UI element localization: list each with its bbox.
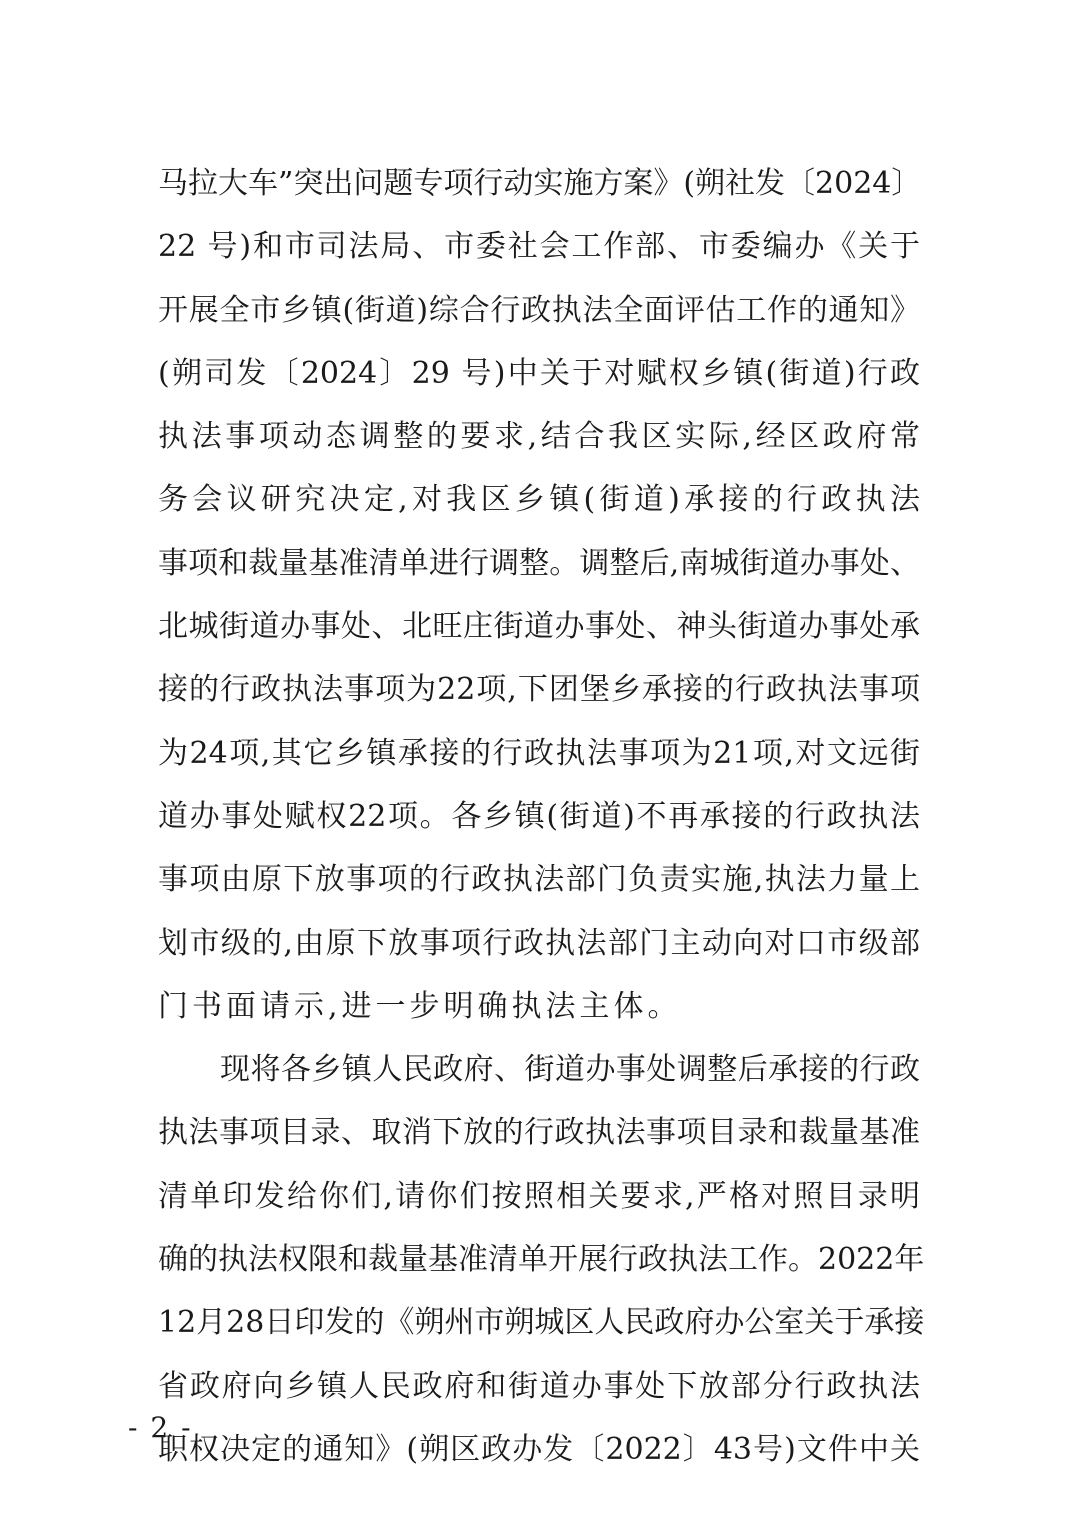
text-line: 为24项,其它乡镇承接的行政执法事项为21项,对文远街 <box>158 735 920 771</box>
text-line: 12月28日印发的《朔州市朔城区人民政府办公室关于承接 <box>158 1305 925 1341</box>
document-body <box>158 152 925 1481</box>
text-line: 职权决定的通知》(朔区政办发〔2022〕43号)文件中关 <box>158 1431 920 1467</box>
text-line: 道办事处赋权22项。各乡镇(街道)不再承接的行政执法 <box>158 798 920 834</box>
text-line: 现将各乡镇人民政府、街道办事处调整后承接的行政 <box>220 1052 920 1088</box>
text-line: (朔司发〔2024〕29 号)中关于对赋权乡镇(街道)行政 <box>158 355 920 391</box>
text-line: 北城街道办事处、北旺庄街道办事处、神头街道办事处承 <box>158 609 920 645</box>
text-line: 务会议研究决定,对我区乡镇(街道)承接的行政执法 <box>158 482 920 518</box>
text-line: 确的执法权限和裁量基准清单开展行政执法工作。2022年 <box>158 1242 925 1278</box>
text-line: 22 号)和市司法局、市委社会工作部、市委编办《关于 <box>158 229 920 265</box>
text-line: 开展全市乡镇(街道)综合行政执法全面评估工作的通知》 <box>158 292 920 328</box>
paragraph-1 <box>158 152 920 1038</box>
text-line: 门书面请示,进一步明确执法主体。 <box>158 988 682 1024</box>
text-line: 事项和裁量基准清单进行调整。调整后,南城街道办事处、 <box>158 545 920 581</box>
text-line: 执法事项目录、取消下放的行政执法事项目录和裁量基准 <box>158 1115 920 1151</box>
text-line: 省政府向乡镇人民政府和街道办事处下放部分行政执法 <box>158 1368 920 1404</box>
text-line: 马拉大车”突出问题专项行动实施方案》(朔社发〔2024〕 <box>158 166 922 201</box>
paragraph-2 <box>158 1038 925 1481</box>
text-line: 划市级的,由原下放事项行政执法部门主动向对口市级部 <box>158 925 920 961</box>
text-line: 清单印发给你们,请你们按照相关要求,严格对照目录明 <box>158 1178 920 1214</box>
text-line: 执法事项动态调整的要求,结合我区实际,经区政府常 <box>158 419 920 455</box>
text-line: 事项由原下放事项的行政执法部门负责实施,执法力量上 <box>158 862 920 898</box>
page-number: - 2 - <box>128 1411 193 1444</box>
text-line: 接的行政执法事项为22项,下团堡乡承接的行政执法事项 <box>158 672 920 708</box>
